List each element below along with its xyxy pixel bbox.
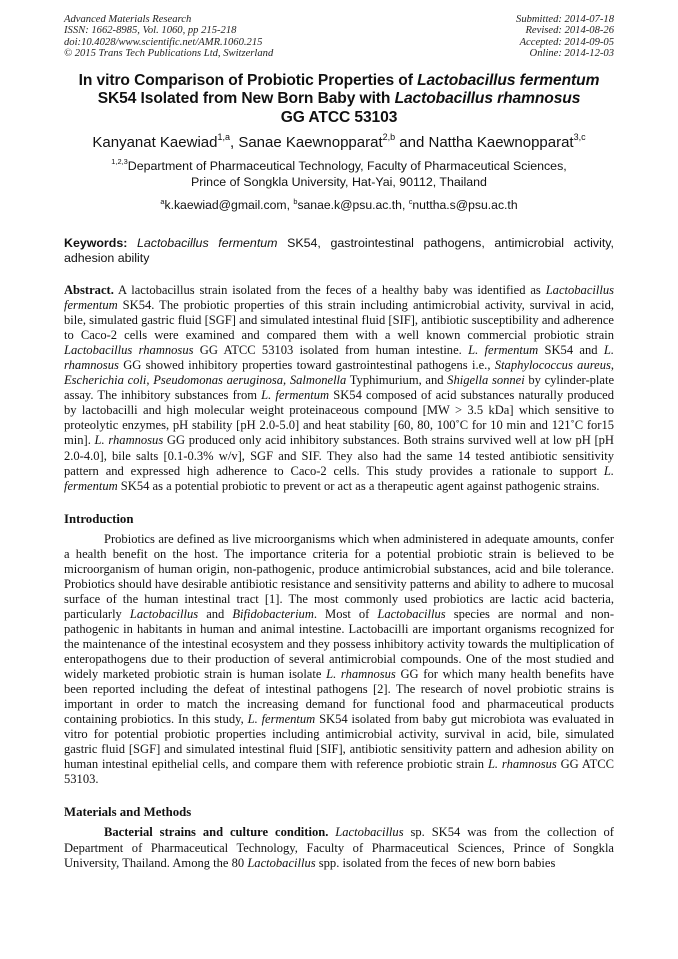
author-affiliation-sup: 3,c	[573, 132, 586, 143]
text-run: by cylinder-plate assay. The inhibitory substances from	[64, 373, 615, 403]
species-name: Lactobacillus	[377, 606, 446, 621]
keyword-species: Lactobacillus fermentum	[137, 236, 278, 251]
author-affiliation-sup: 2,b	[382, 132, 396, 143]
species-name: Lactobacillus fermentum	[64, 283, 614, 313]
title-species: Lactobacillus rhamnosus	[394, 90, 581, 108]
email-separator: ,	[401, 198, 409, 213]
species-name: Escherichia coli	[64, 373, 147, 388]
title-line-3: GG ATCC 53103	[280, 109, 398, 127]
methods-subheading: Bacterial strains and culture condition.	[104, 825, 329, 840]
email-sup: c	[408, 196, 413, 206]
species-name: L. rhamnosus	[487, 757, 557, 772]
text-run: ,	[610, 358, 615, 373]
text-run: SK54. The probiotic properties of this strain including antimicrobial activity, survival in acid, bile, simulated gastric fluid [SGF] and simulated intestinal fluid [SIF], antibiotic susceptibility and adherence to Caco-2 cells were examined and compared them with a well known commercial probiotic strain	[64, 298, 614, 343]
text-run: SK54 composed of acid substances naturally produced by lactobacilli and high molecular weight proteinaceous compound [MW > 3.5 kDa] which sensitive to proteolytic enzymes, pH stability [pH 2.0-5.0] and heat stability [60, 80, 100˚C for 10 min and 121˚C for15 min].	[64, 388, 614, 448]
journal-info	[64, 14, 273, 60]
species-name: Pseudomonas aeruginosa,	[153, 373, 287, 388]
species-name: L. rhamnosus	[326, 667, 396, 682]
journal-issn: ISSN: 1662-8985, Vol. 1060, pp 215-218	[64, 25, 237, 37]
introduction-body	[64, 532, 614, 788]
text-run: GG produced only acid inhibitory substances. Both strains survived well at low pH [pH 2.0-4.0], bile salts [0.1-0.3% w/v], SGF and SIF. They also had the same 14 tested antibiotic sensitivity pattern and expressed high adherence to Caco-2 cells. This study provides a rationale to support	[64, 433, 614, 478]
text-run: Typhimurium, and	[346, 373, 448, 388]
date-revised: Revised: 2014-08-26	[525, 25, 614, 37]
species-name: L. fermentum	[247, 712, 316, 727]
affiliation-line-1	[64, 158, 614, 174]
section-heading-introduction: Introduction	[64, 511, 134, 526]
author-email[interactable]: k.kaewiad@gmail.com	[164, 198, 287, 213]
author-separator: ,	[229, 134, 239, 152]
text-run: SK54 and	[538, 343, 604, 358]
email-separator: ,	[286, 198, 294, 213]
species-name: Lactobacillus	[247, 855, 316, 870]
species-name: Lactobacillus rhamnosus	[64, 343, 194, 358]
abstract-body	[64, 283, 614, 493]
species-name: Lactobacillus	[335, 825, 404, 840]
species-name: Shigella sonnei	[447, 373, 525, 388]
journal-doi[interactable]: doi:10.4028/www.scientific.net/AMR.1060.215	[64, 36, 263, 48]
species-name: L. fermentum	[468, 343, 539, 358]
text-run: Probiotics are defined as live microorganisms which when administered in adequate amounts, confer a health benefit on the host. The importance criteria for a potential probiotic strain is believed to be microorganism of human origin, non-pathogenic, produce antimicrobial substances, acid and bile tolerance. Probiotics should have desirable antibiotic resistance and sensitivity patterns and ability to adhere to mucosal surface of the human intestinal tract [1]. The most commonly used probiotics are lactic acid bacteria, particularly	[64, 531, 614, 621]
text-run: species are normal and non-pathogenic in habitants in human and animal intestine. Lactobacilli are important organisms recognized for the maintenance of the intestinal ecosystem and they possess inhibitory activity towards the multiplication of enteropathogens due to their production of several antimicrobial compounds. One of the most studied and widely marketed probiotic strain is human isolate	[64, 606, 615, 682]
journal-name: Advanced Materials Research	[64, 14, 192, 25]
species-name: L. fermentum	[64, 463, 614, 493]
author-email[interactable]: sanae.k@psu.ac.th	[297, 198, 402, 213]
date-submitted: Submitted: 2014-07-18	[516, 14, 614, 25]
keywords-label: Keywords:	[64, 236, 128, 251]
text-run: and	[198, 606, 233, 621]
paper-title	[64, 72, 614, 128]
email-sup: b	[293, 196, 298, 206]
paper-page	[64, 14, 614, 871]
species-name: Bifidobacterium	[232, 606, 314, 621]
species-name: Salmonella	[289, 373, 347, 388]
email-sup: a	[160, 196, 165, 206]
keywords-text: SK54, gastrointestinal pathogens, antimicrobial activity, adhesion ability	[64, 236, 614, 266]
species-name: L. rhamnosus	[64, 343, 614, 373]
species-name: L. rhamnosus	[94, 433, 164, 448]
text-run: spp. isolated from the feces of new born babies	[315, 855, 556, 870]
date-accepted: Accepted: 2014-09-05	[519, 36, 614, 48]
keywords	[64, 236, 614, 266]
text-run: GG ATCC 53103.	[64, 757, 614, 787]
title-line-2	[64, 90, 614, 109]
author-emails	[64, 198, 614, 213]
date-online: Online: 2014-12-03	[529, 48, 614, 60]
affiliation	[64, 158, 614, 190]
author-name: Sanae Kaewnopparat	[238, 134, 383, 152]
affiliation-line-2: Prince of Songkla University, Hat-Yai, 90112, Thailand	[191, 175, 487, 190]
title-text: SK54 Isolated from New Born Baby with	[97, 90, 395, 108]
text-run: SK54 as a potential probiotic to prevent or act as a therapeutic agent against pathogenic strains.	[117, 478, 600, 493]
author-separator: and	[395, 134, 429, 152]
author-affiliation-sup: 1,a	[217, 132, 230, 143]
author-list	[64, 133, 614, 153]
author-email[interactable]: nuttha.s@psu.ac.th	[412, 198, 518, 213]
journal-copyright: © 2015 Trans Tech Publications Ltd, Switzerland	[64, 48, 274, 60]
publication-dates	[516, 14, 614, 60]
species-name: L. fermentum	[261, 388, 330, 403]
journal-header	[64, 14, 614, 60]
title-species: Lactobacillus fermentum	[417, 71, 600, 89]
abstract	[64, 283, 614, 494]
species-name: Staphylococcus aureus	[494, 358, 611, 373]
abstract-label: Abstract.	[64, 283, 114, 298]
author-name: Nattha Kaewnopparat	[428, 134, 574, 152]
text-run: . Most of	[313, 606, 378, 621]
section-heading-methods: Materials and Methods	[64, 805, 192, 820]
text-run: GG showed inhibitory properties toward gastrointestinal pathogens i.e.,	[118, 358, 495, 373]
affiliation-text: Department of Pharmaceutical Technology, Faculty of Pharmaceutical Sciences,	[127, 159, 567, 174]
title-line-1	[64, 72, 614, 91]
text-run: ,	[146, 373, 154, 388]
text-run: A lactobacillus strain isolated from the feces of a healthy baby was identified as	[113, 283, 546, 298]
text-run: SK54 isolated from baby gut microbiota was evaluated in vitro for potential probiotic properties including antimicrobial activity, survival in acid, bile, simulated gastric fluid [SGF] and simulated intestinal fluid [SIF], antibiotic sensitivity pattern and adhesion ability on human intestinal epithelial cells, and compare them with reference probiotic strain	[64, 712, 614, 772]
author-name: Kanyanat Kaewiad	[92, 134, 218, 152]
title-text: In vitro Comparison of Probiotic Properties of	[78, 71, 418, 89]
species-name: Lactobacillus	[129, 606, 199, 621]
methods-body	[64, 825, 614, 870]
text-run: GG for which many health benefits have been reported including the defeat of intestinal pathogens [2]. The research of novel probiotic strains is important in order to match the increasing demand for functional food and pharmaceutical products containing probiotics. In this study,	[64, 667, 614, 727]
affiliation-sup: 1,2,3	[111, 157, 128, 167]
text-run: GG ATCC 53103 isolated from human intestine.	[193, 343, 469, 358]
text-run: sp. SK54 was from the collection of Department of Pharmaceutical Technology, Faculty of Pharmaceutical Sciences, Prince of Songkla University, Thailand. Among the 80	[64, 825, 614, 870]
